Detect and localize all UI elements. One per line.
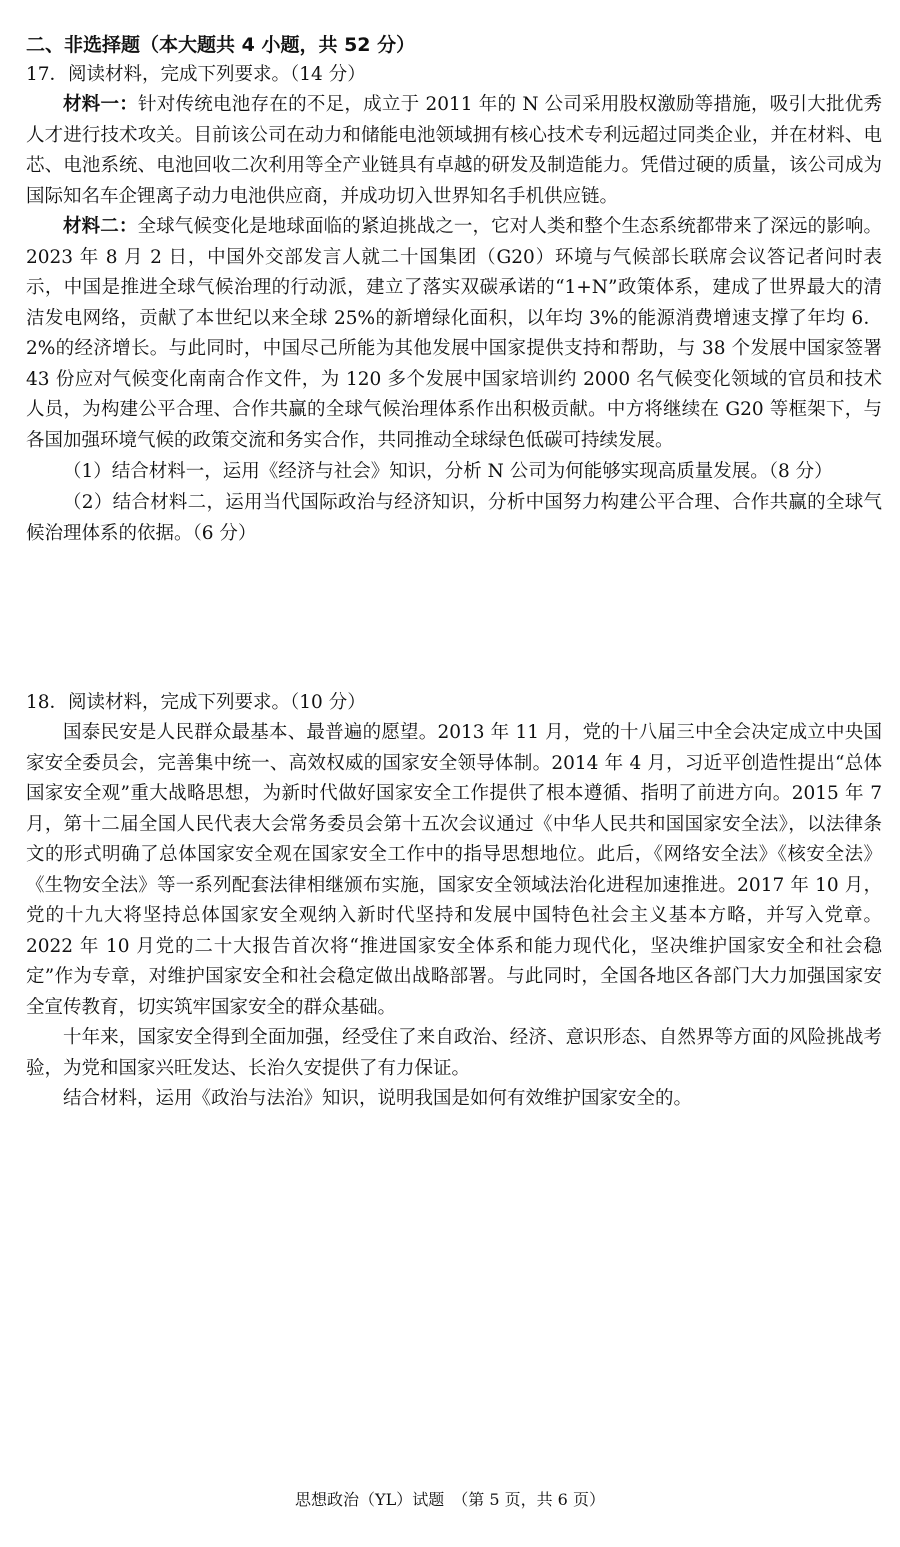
- exam-page: [26, 30, 882, 1115]
- q18-task: 结合材料，运用《政治与法治》知识，说明我国是如何有效维护国家安全的。: [63, 1088, 693, 1109]
- section-title: 二、非选择题（本大题共 4 小题，共 52 分）: [26, 34, 416, 56]
- q17-subquestion-2: （2）结合材料二，运用当代国际政治与经济知识，分析中国努力构建公平合理、合作共赢的全球气候治理体系的依据。（6 分）: [26, 492, 882, 544]
- material-2-label: 材料二：: [63, 216, 138, 237]
- q18-paragraph-1: 国泰民安是人民群众最基本、最普遍的愿望。2013 年 11 月，党的十八届三中全会决定成立中央国家安全委员会，完善集中统一、高效权威的国家安全领导体制。2014 年 4 月，习近平创造性提出“总体国家安全观”重大战略思想，为新时代做好国家安全工作提供了根本遵循、指明了前进方向。2015 年 7 月，第十二届全国人民代表大会常务委员会第十五次会议通过《中华人民共和国国家安全法》，以法律条文的形式明确了总体国家安全观在国家安全工作中的指导思想地位。此后，《网络安全法》《核安全法》《生物安全法》等一系列配套法律相继颁布实施，国家安全领域法治化进程加速推进。2017 年 10 月，党的十九大将坚持总体国家安全观纳入新时代坚持和发展中国特色社会主义基本方略，并写入党章。2022 年 10 月党的二十大报告首次将“推进国家安全体系和能力现代化，坚决维护国家安全和社会稳定”作为专章，对维护国家安全和社会稳定做出战略部署。与此同时，全国各地区各部门大力加强国家安全宣传教育，切实筑牢国家安全的群众基础。: [26, 722, 882, 1018]
- q17-material-1: [26, 90, 882, 212]
- q18-paragraph-2: 十年来，国家安全得到全面加强，经受住了来自政治、经济、意识形态、自然界等方面的风险挑战考验，为党和国家兴旺发达、长治久安提供了有力保证。: [26, 1027, 882, 1079]
- answer-space: [26, 549, 882, 688]
- material-2-text: 全球气候变化是地球面临的紧迫挑战之一，它对人类和整个生态系统都带来了深远的影响。2023 年 8 月 2 日，中国外交部发言人就二十国集团（G20）环境与气候部长联席会议答记者问时表示，中国是推进全球气候治理的行动派，建立了落实双碳承诺的“1+N”政策体系，建成了世界最大的清洁发电网络，贡献了本世纪以来全球 25%的新增绿化面积，以年均 3%的能源消费增速支撑了年均 6．2%的经济增长。与此同时，中国尽己所能为其他发展中国家提供支持和帮助，与 38 个发展中国家签署 43 份应对气候变化南南合作文件，为 120 多个发展中国家培训约 2000 名气候变化领域的官员和技术人员，为构建公平合理、合作共赢的全球气候治理体系作出积极贡献。中方将继续在 G20 等框架下，与各国加强环境气候的政策交流和务实合作，共同推动全球绿色低碳可持续发展。: [26, 216, 882, 451]
- question-18-header: 18．阅读材料，完成下列要求。（10 分）: [26, 692, 366, 713]
- page-footer: 思想政治（YL）试题 （第 5 页，共 6 页）: [295, 1490, 605, 1509]
- material-1-label: 材料一：: [63, 94, 139, 115]
- q17-subquestion-1: （1）结合材料一，运用《经济与社会》知识，分析 N 公司为何能够实现高质量发展。（8 分）: [63, 461, 833, 482]
- question-17-header: 17．阅读材料，完成下列要求。（14 分）: [26, 64, 366, 85]
- material-1-text: 针对传统电池存在的不足，成立于 2011 年的 N 公司采用股权激励等措施，吸引大批优秀人才进行技术攻关。目前该公司在动力和储能电池领域拥有核心技术专利远超过同类企业，并在材料、电芯、电池系统、电池回收二次利用等全产业链具有卓越的研发及制造能力。凭借过硬的质量，该公司成为国际知名车企锂离子动力电池供应商，并成功切入世界知名手机供应链。: [26, 94, 882, 207]
- q17-material-2: [26, 212, 882, 456]
